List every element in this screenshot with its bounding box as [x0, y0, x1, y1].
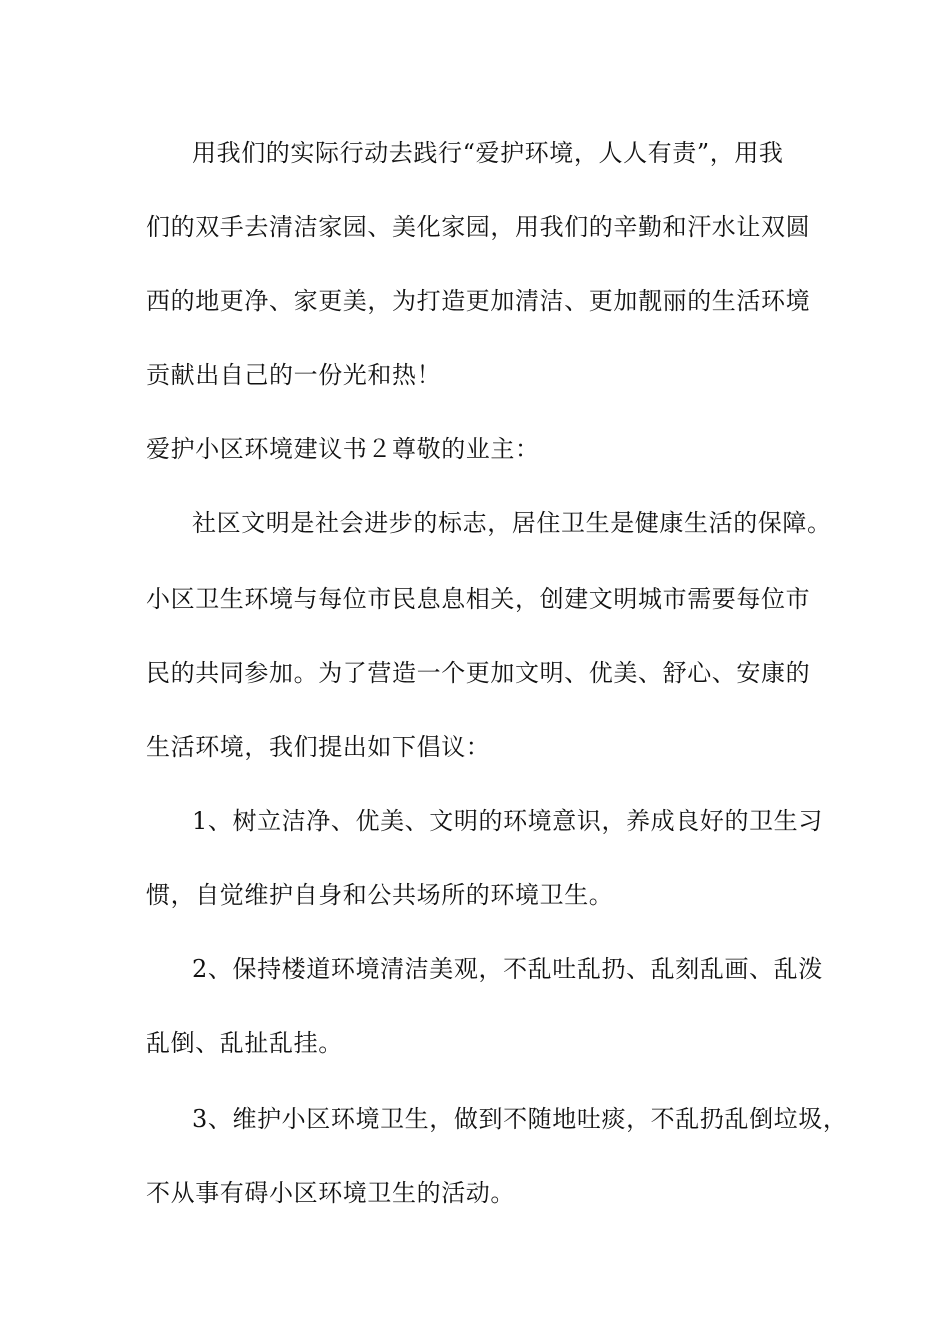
- list-item-line: 2、保持楼道环境清洁美观，不乱吐乱扔、乱刻乱画、乱泼: [192, 955, 823, 983]
- paragraph-line: 民的共同参加。为了营造一个更加文明、优美、舒心、安康的: [146, 659, 811, 687]
- list-item-line: 惯，自觉维护自身和公共场所的环境卫生。: [146, 881, 614, 909]
- paragraph-line: 西的地更净、家更美，为打造更加清洁、更加靓丽的生活环境: [146, 287, 811, 315]
- section-heading: 爱护小区环境建议书２尊敬的业主：: [146, 435, 540, 463]
- paragraph-line: 用我们的实际行动去践行“爱护环境，人人有责”，用我: [192, 139, 784, 167]
- list-item-line: 1、树立洁净、优美、文明的环境意识，养成良好的卫生习: [192, 807, 823, 835]
- list-item-line: 乱倒、乱扯乱挂。: [146, 1029, 343, 1057]
- list-item-line: 不从事有碍小区环境卫生的活动。: [146, 1179, 515, 1207]
- paragraph-line: 小区卫生环境与每位市民息息相关，创建文明城市需要每位市: [146, 585, 811, 613]
- paragraph-line: 贡献出自己的一份光和热！: [146, 361, 442, 389]
- paragraph-line: 生活环境，我们提出如下倡议：: [146, 733, 491, 761]
- paragraph-line: 们的双手去清洁家园、美化家园，用我们的辛勤和汗水让双圆: [146, 213, 811, 241]
- list-item-line: 3、维护小区环境卫生，做到不随地吐痰，不乱扔乱倒垃圾，: [192, 1105, 848, 1133]
- paragraph-line: 社区文明是社会进步的标志，居住卫生是健康生活的保障。: [192, 509, 832, 537]
